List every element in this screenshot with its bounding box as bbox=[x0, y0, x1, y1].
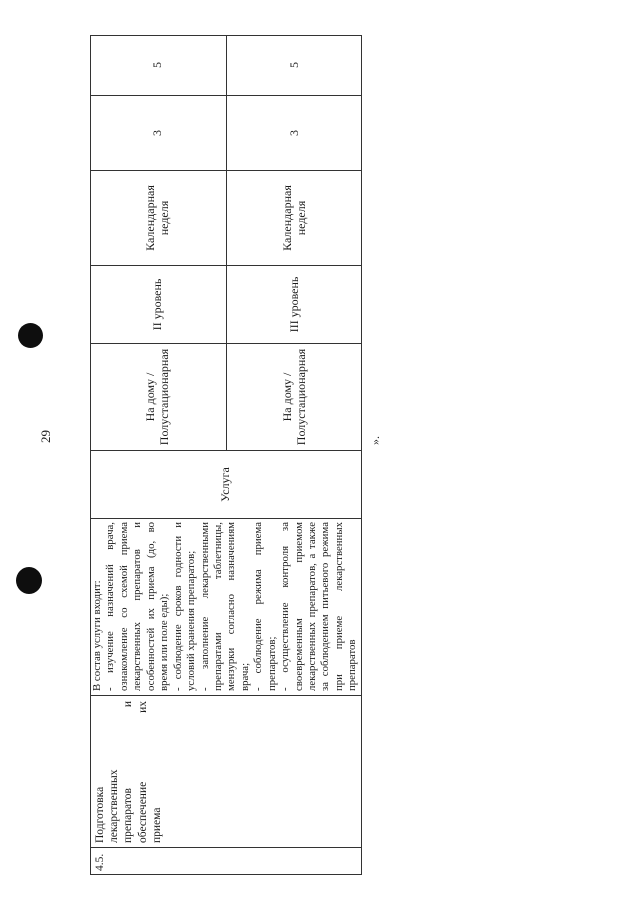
value-b: 5 bbox=[286, 62, 301, 68]
description-line: В состав услуги входит: bbox=[91, 580, 103, 691]
description-line: - соблюдение режима приема bbox=[252, 522, 265, 691]
description-line: за соблюдением питьевого режима bbox=[319, 522, 332, 691]
description-line: препаратов; bbox=[265, 636, 278, 691]
value-b-cell-row1 bbox=[90, 35, 227, 95]
row-number: 4.5. bbox=[94, 853, 106, 871]
service-name-line: приема bbox=[150, 807, 163, 843]
description-line: время или поле еды); bbox=[158, 593, 171, 691]
level-text: III уровень bbox=[286, 276, 301, 333]
punch-hole-upper bbox=[18, 323, 43, 348]
page-number: 29 bbox=[38, 430, 53, 443]
description-line: при приеме лекарственных bbox=[332, 522, 345, 691]
value-b-cell-row2 bbox=[227, 35, 362, 95]
form-line: Полустационарная bbox=[293, 348, 308, 446]
description-line: - соблюдение сроков годности и bbox=[171, 522, 184, 691]
description-line: - заполнение лекарственными bbox=[198, 522, 211, 691]
form-line: Полустационарная bbox=[157, 348, 171, 446]
service-name-cell bbox=[90, 695, 362, 847]
service-type: Услуга bbox=[218, 467, 233, 502]
punch-hole-lower bbox=[16, 567, 42, 594]
service-name-line: Подготовка bbox=[94, 786, 106, 843]
service-type-cell bbox=[90, 450, 362, 518]
period-line: Календарная bbox=[143, 185, 158, 251]
description-line: мензурки согласно назначениям bbox=[225, 522, 238, 691]
level-cell-row2 bbox=[227, 265, 362, 343]
description-line: - осуществление контроля за bbox=[279, 522, 292, 691]
form-cell-row1 bbox=[90, 343, 227, 450]
row-number-cell bbox=[90, 847, 362, 875]
description-line: - изучение назначений врача, bbox=[104, 522, 117, 691]
period-line: неделя bbox=[293, 200, 308, 236]
value-a-cell-row1 bbox=[90, 95, 227, 170]
value-a: 3 bbox=[150, 130, 165, 136]
value-a: 3 bbox=[286, 130, 301, 136]
description-line: врача; bbox=[238, 662, 251, 691]
service-description-cell bbox=[90, 518, 362, 695]
description-line: ознакомление со схемой приема bbox=[117, 522, 130, 691]
description-line: препаратов bbox=[346, 639, 359, 691]
period-line: Календарная bbox=[279, 185, 294, 251]
form-line: На дому / bbox=[143, 372, 158, 422]
service-name-line: препаратов и bbox=[122, 701, 135, 843]
closing-quote-mark: ». bbox=[368, 436, 382, 445]
form-line: На дому / bbox=[279, 372, 294, 422]
description-line: своевременным приемом bbox=[292, 522, 305, 691]
description-line: лекарственных препаратов, а также bbox=[306, 522, 318, 691]
period-cell-row1 bbox=[90, 170, 227, 265]
description-line: особенностей их приема (до, во bbox=[144, 522, 157, 691]
period-cell-row2 bbox=[227, 170, 362, 265]
form-cell-row2 bbox=[227, 343, 362, 450]
level-cell-row1 bbox=[90, 265, 227, 343]
service-name-line: обеспечение их bbox=[136, 701, 149, 843]
level-text: II уровень bbox=[150, 278, 165, 331]
period-line: неделя bbox=[157, 200, 171, 236]
description-line: лекарственных препаратов и bbox=[131, 522, 144, 691]
rotated-landscape-sheet bbox=[38, 35, 382, 875]
service-name-line: лекарственных bbox=[108, 769, 121, 843]
value-b: 5 bbox=[150, 62, 165, 68]
value-a-cell-row2 bbox=[227, 95, 362, 170]
description-line: препаратами таблетницы, bbox=[211, 522, 224, 691]
description-line: условий хранения препаратов; bbox=[185, 550, 198, 691]
